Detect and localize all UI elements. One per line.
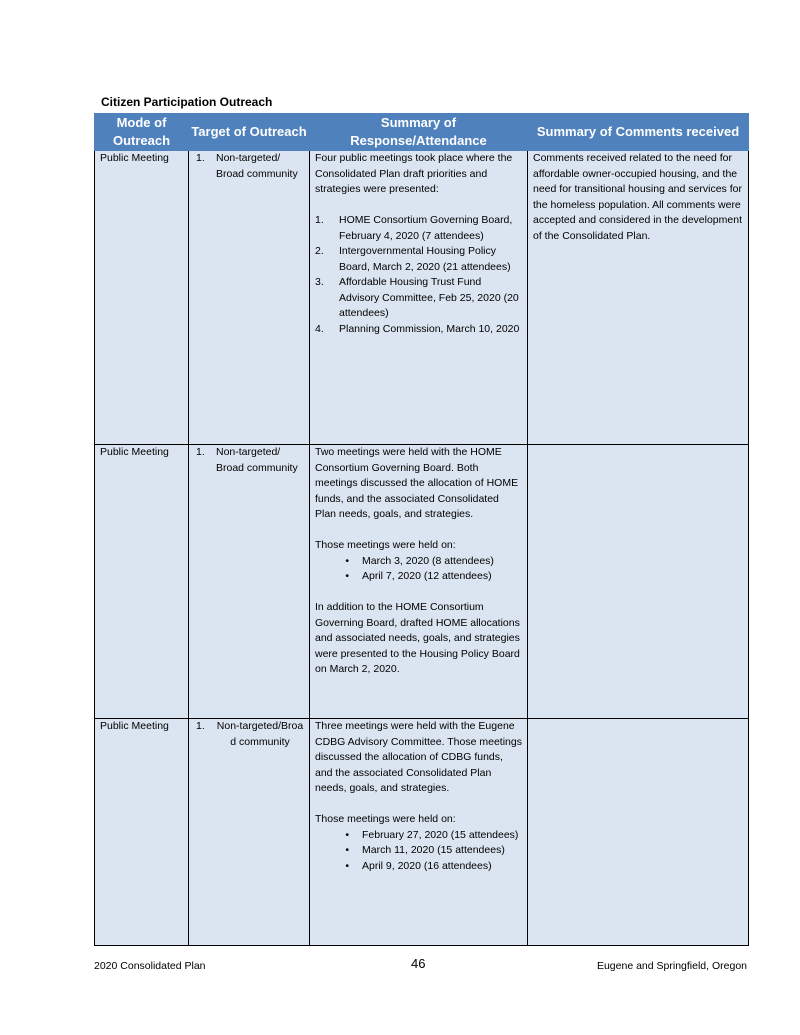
page-number: 46: [411, 956, 426, 971]
summary-intro: Three meetings were held with the Eugene CDBG Advisory Committee. Those meetings discussed the allocation of CDBG funds, and the associated Consolidated Plan needs, goals, and strategies.: [315, 720, 522, 794]
header-target: Target of Outreach: [189, 114, 310, 151]
summary-cell: [310, 151, 528, 445]
table-row: [95, 151, 749, 445]
meeting-dates: [315, 828, 522, 875]
list-item: • February 27, 2020 (15 attendees): [345, 828, 519, 841]
meeting-dates: [315, 554, 522, 585]
comments-cell: [528, 719, 749, 946]
target-text: Non-targeted/ Broad community: [216, 446, 298, 474]
list-item: • April 9, 2020 (16 attendees): [345, 859, 492, 872]
held-on-label: Those meetings were held on:: [315, 539, 456, 551]
list-item: 1. HOME Consortium Governing Board, February 4, 2020 (7 attendees): [315, 214, 513, 242]
section-title: Citizen Participation Outreach: [101, 95, 273, 109]
target-number: 1.: [196, 720, 205, 732]
list-item: • April 7, 2020 (12 attendees): [345, 570, 492, 582]
summary-cell: [310, 445, 528, 719]
footer-location: Eugene and Springfield, Oregon: [596, 960, 747, 972]
mode-cell: Public Meeting: [95, 445, 189, 719]
target-cell: [189, 445, 310, 719]
comments-cell: [528, 445, 749, 719]
outreach-table: [94, 113, 749, 946]
table-row: [95, 445, 749, 719]
list-item: • March 11, 2020 (15 attendees): [345, 844, 505, 856]
table-row: [95, 719, 749, 946]
target-text: Non-targeted/ Broad community: [216, 152, 298, 180]
target-number: 1.: [196, 152, 205, 164]
list-item: 3. Affordable Housing Trust Fund Advisory Committee, Feb 25, 2020 (20 attendees): [315, 276, 519, 319]
summary-cell: [310, 719, 528, 946]
header-summary-response: Summary of Response/Attendance: [310, 114, 528, 151]
footer-plan-title: 2020 Consolidated Plan: [94, 960, 206, 972]
target-number: 1.: [196, 446, 205, 458]
header-summary-comments: Summary of Comments received: [528, 114, 749, 151]
target-cell: [189, 151, 310, 445]
list-item: • March 3, 2020 (8 attendees): [345, 554, 494, 567]
held-on-label: Those meetings were held on:: [315, 813, 456, 825]
target-cell: [189, 719, 310, 946]
summary-outro: In addition to the HOME Consortium Governing Board, drafted HOME allocations and associated needs, goals, and strategies were presented to the Housing Policy Board on March 2, 2020.: [315, 601, 520, 675]
list-item: 4. Planning Commission, March 10, 2020: [315, 322, 520, 335]
table-header-row: [95, 114, 749, 151]
meeting-list: [315, 213, 522, 337]
header-mode: Mode of Outreach: [95, 114, 189, 151]
summary-intro: Two meetings were held with the HOME Consortium Governing Board. Both meetings discussed the allocation of HOME funds, and the associated Consolidated Plan needs, goals, and strategies.: [315, 446, 519, 520]
mode-cell: Public Meeting: [95, 151, 189, 445]
comments-text: Comments received related to the need for affordable owner-occupied housing, and the need for transitional housing and services for the homeless population. All comments were accepted and considered in the development of the Consolidated Plan.: [533, 152, 742, 242]
mode-cell: Public Meeting: [95, 719, 189, 946]
summary-intro: Four public meetings took place where the Consolidated Plan draft priorities and strategies were presented:: [315, 152, 513, 195]
list-item: 2. Intergovernmental Housing Policy Board, March 2, 2020 (21 attendees): [315, 245, 511, 273]
target-text: Non-targeted/Broa d community: [216, 720, 304, 748]
comments-cell: [528, 151, 749, 445]
